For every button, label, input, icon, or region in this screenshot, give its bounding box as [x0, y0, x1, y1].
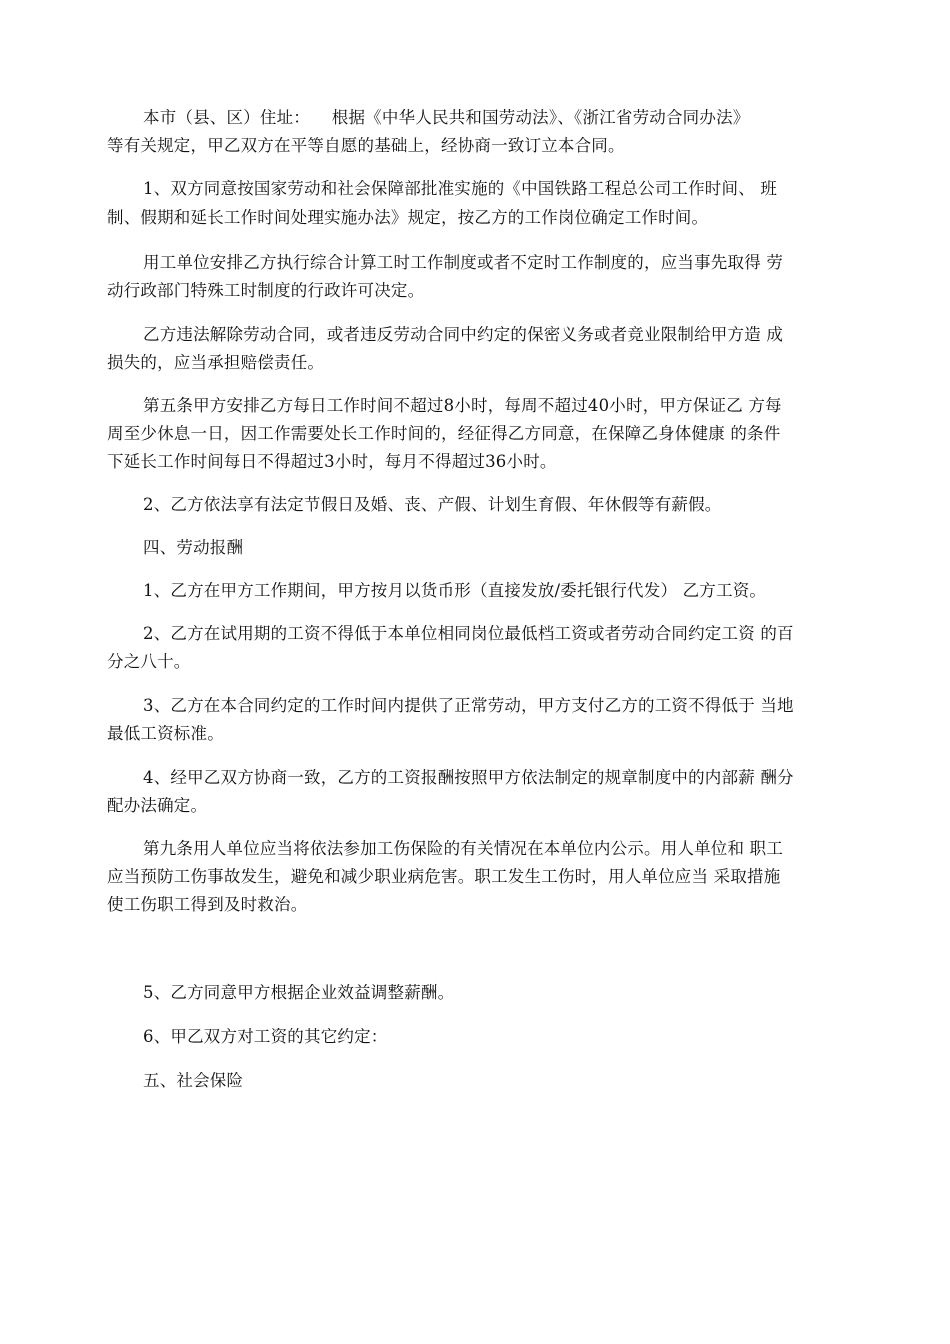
paragraph-line: 使工伤职工得到及时救治。 — [107, 895, 308, 914]
paragraph-line: 周至少休息一日，因工作需要处长工作时间的，经征得乙方同意，在保障乙身体健康 的条件 — [107, 424, 781, 443]
paragraph-line: 用工单位安排乙方执行综合计算工时工作制度或者不定时工作制度的，应当事先取得 劳 — [143, 253, 784, 272]
paragraph-line: 配办法确定。 — [107, 796, 208, 815]
paragraph-line: 动行政部门特殊工时制度的行政许可决定。 — [107, 281, 425, 300]
paragraph-line: 损失的，应当承担赔偿责任。 — [107, 353, 325, 372]
paragraph-line: 4、经甲乙双方协商一致，乙方的工资报酬按照甲方依法制定的规章制度中的内部薪 酬分 — [143, 768, 794, 787]
paragraph-line: 应当预防工伤事故发生，避免和减少职业病危害。职工发生工伤时，用人单位应当 采取措施 — [107, 867, 781, 886]
paragraph-line: 1、双方同意按国家劳动和社会保障部批准实施的《中国铁路工程总公司工作时间、 班 — [143, 179, 778, 198]
paragraph-line: 等有关规定，甲乙双方在平等自愿的基础上，经协商一致订立本合同。 — [107, 136, 625, 155]
paragraph-line: 最低工资标准。 — [107, 724, 224, 743]
section-heading: 四、劳动报酬 — [143, 538, 244, 557]
section-heading: 五、社会保险 — [143, 1071, 244, 1090]
paragraph-line: 2、乙方在试用期的工资不得低于本单位相同岗位最低档工资或者劳动合同约定工资 的百 — [143, 624, 794, 643]
paragraph-line: 分之八十。 — [107, 652, 191, 671]
paragraph-line: 下延长工作时间每日不得超过3小时，每月不得超过36小时。 — [107, 452, 557, 471]
paragraph-line: 1、乙方在甲方工作期间，甲方按月以货币形（直接发放/委托银行代发） 乙方工资。 — [143, 581, 767, 600]
paragraph-line: 3、乙方在本合同约定的工作时间内提供了正常劳动，甲方支付乙方的工资不得低于 当地 — [143, 696, 794, 715]
paragraph-line: 第九条用人单位应当将依法参加工伤保险的有关情况在本单位内公示。用人单位和 职工 — [143, 839, 784, 858]
paragraph-line: 6、甲乙双方对工资的其它约定： — [143, 1027, 388, 1046]
paragraph-line: 2、乙方依法享有法定节假日及婚、丧、产假、计划生育假、年休假等有薪假。 — [143, 495, 722, 514]
paragraph-line: 乙方违法解除劳动合同，或者违反劳动合同中约定的保密义务或者竞业限制给甲方造 成 — [143, 325, 784, 344]
paragraph-line: 第五条甲方安排乙方每日工作时间不超过8小时，每周不超过40小时，甲方保证乙 方每 — [143, 396, 782, 415]
paragraph-line: 5、乙方同意甲方根据企业效益调整薪酬。 — [143, 983, 455, 1002]
paragraph-line: 本市（县、区）住址： 根据《中华人民共和国劳动法》、《浙江省劳动合同办法》 — [143, 108, 750, 127]
paragraph-line: 制、假期和延长工作时间处理实施办法》规定，按乙方的工作岗位确定工作时间。 — [107, 208, 709, 227]
